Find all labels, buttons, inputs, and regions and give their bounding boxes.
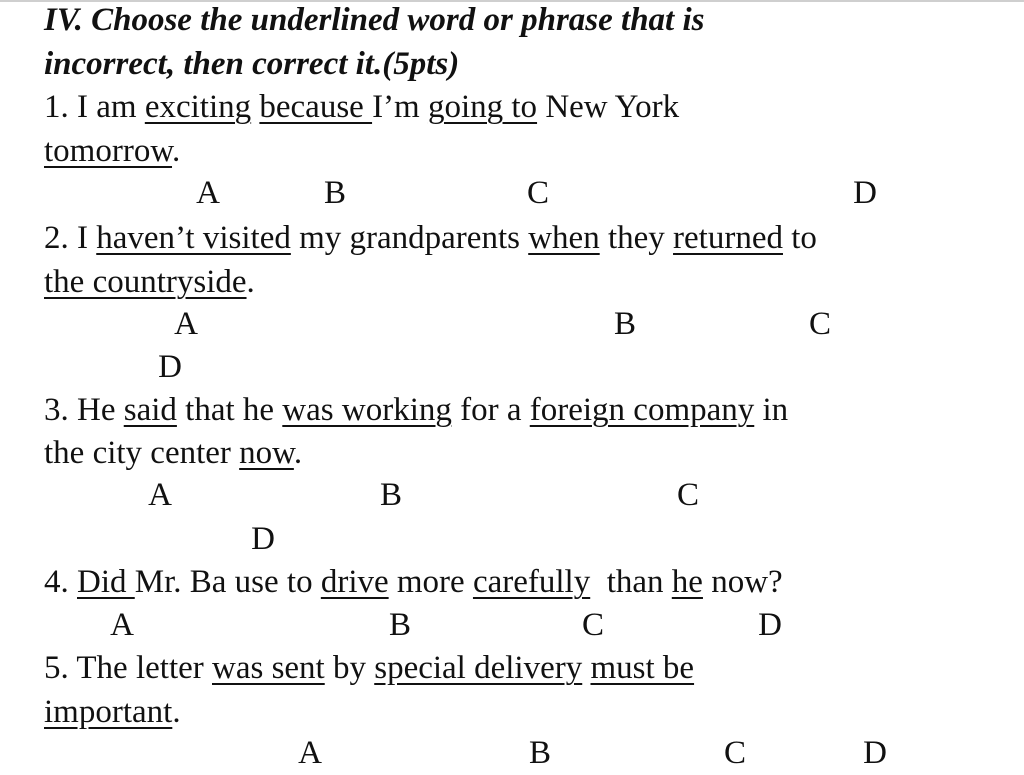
q3-option-a: A: [148, 477, 172, 513]
q2-underlined-d: the countryside: [44, 264, 247, 300]
question-1-line-2: [44, 131, 180, 171]
q1-text: .: [172, 133, 181, 169]
question-5-line-2: [44, 692, 181, 732]
q2-underlined-b: when: [528, 220, 600, 256]
q1-option-d: D: [853, 175, 877, 211]
q2-text: 2. I: [44, 220, 97, 256]
q3-text: that he: [176, 392, 283, 428]
q5-underlined-b: special delivery: [374, 650, 583, 686]
q1-text: 1. I am: [44, 89, 145, 125]
q5-option-d: D: [863, 735, 887, 771]
question-1-line-1: [44, 87, 679, 127]
q3-option-d: D: [251, 521, 275, 557]
q4-text: more: [388, 564, 473, 600]
q2-option-d: D: [158, 349, 182, 385]
q3-text: the city center: [44, 435, 240, 471]
q3-option-c: C: [676, 477, 700, 513]
q2-text: to: [782, 220, 817, 256]
q4-underlined-c: carefully: [472, 564, 591, 600]
q3-underlined-b: was working: [282, 392, 452, 428]
section-heading-line-1: IV. Choose the underlined word or phrase that is: [44, 2, 705, 38]
q4-option-d: D: [758, 607, 782, 643]
q3-text: 3. He: [44, 392, 124, 428]
q5-text: .: [172, 694, 181, 730]
q4-text: now?: [702, 564, 783, 600]
q4-text: 4.: [44, 564, 77, 600]
q4-option-b: B: [388, 607, 412, 643]
section-heading-line-2: incorrect, then correct it.(5pts): [44, 46, 460, 82]
question-3-line-2: [44, 433, 302, 473]
q3-underlined-d: now: [239, 435, 294, 471]
q5-underlined-d: important: [44, 694, 173, 730]
q1-text: I’m: [372, 89, 428, 125]
q3-text: for a: [451, 392, 530, 428]
q3-underlined-a: said: [123, 392, 177, 428]
q5-text: 5. The letter: [44, 650, 212, 686]
question-4-line-1: [44, 562, 783, 602]
q2-underlined-a: haven’t visited: [96, 220, 291, 256]
q1-option-c: C: [526, 175, 550, 211]
q5-option-c: C: [723, 735, 747, 771]
q2-option-c: C: [808, 306, 832, 342]
q2-text: my grandparents: [290, 220, 529, 256]
q2-option-b: B: [613, 306, 637, 342]
q3-underlined-c: foreign company: [529, 392, 755, 428]
q4-underlined-b: drive: [320, 564, 389, 600]
q1-option-b: B: [323, 175, 347, 211]
q2-option-a: A: [174, 306, 198, 342]
question-2-line-2: [44, 262, 255, 302]
q4-text: Mr. Ba use to: [134, 564, 321, 600]
q2-text: .: [246, 264, 255, 300]
q1-text: New York: [537, 89, 680, 125]
q4-text: than: [590, 564, 672, 600]
q4-underlined-a: Did: [77, 564, 135, 600]
q3-text: in: [754, 392, 789, 428]
q4-option-a: A: [110, 607, 134, 643]
q1-underlined-c: going to: [427, 89, 538, 125]
q1-underlined-b: because: [259, 89, 373, 125]
q1-underlined-a: exciting: [144, 89, 252, 125]
q5-text: by: [324, 650, 375, 686]
question-3-line-1: [44, 390, 788, 430]
q5-option-b: B: [528, 735, 552, 771]
q1-underlined-d: tomorrow: [44, 133, 173, 169]
q2-text: they: [599, 220, 674, 256]
q3-text: .: [293, 435, 303, 471]
q3-option-b: B: [379, 477, 403, 513]
q4-underlined-d: he: [671, 564, 703, 600]
q5-underlined-a: was sent: [212, 650, 325, 686]
question-2-line-1: [44, 218, 817, 258]
q4-option-c: C: [581, 607, 605, 643]
q5-underlined-c: must be: [590, 650, 695, 686]
question-5-line-1: [44, 648, 694, 688]
q1-option-a: A: [196, 175, 220, 211]
q5-option-a: A: [298, 735, 322, 771]
q2-underlined-c: returned: [673, 220, 783, 256]
